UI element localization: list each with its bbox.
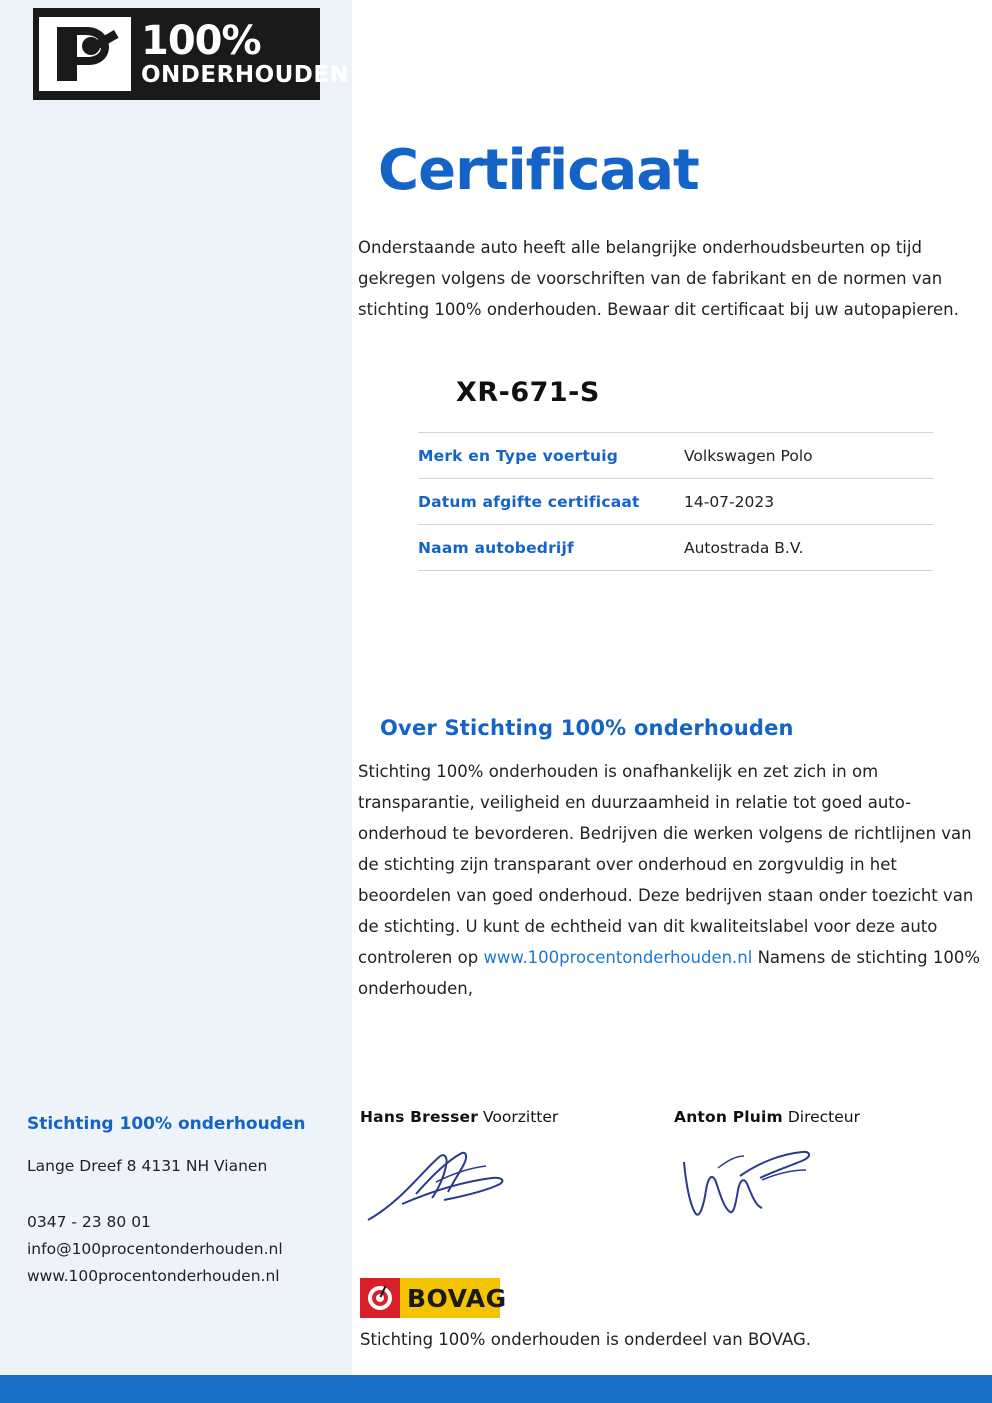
vehicle-info-table: [418, 432, 933, 571]
footer-org-name: Stichting 100% onderhouden: [27, 1114, 306, 1134]
row-value: 14-07-2023: [670, 479, 933, 525]
intro-paragraph: Onderstaande auto heeft alle belangrijke onderhoudsbeurten op tijd gekregen volgens de voorschriften van de fabrikant en de normen van stichting 100% onderhouden. Bewaar dit certificaat bij uw autopapieren.: [358, 238, 959, 319]
logo-percent: 100%: [141, 18, 261, 64]
signature-caption: [674, 1108, 874, 1126]
row-label: Datum afgifte certificaat: [418, 479, 670, 525]
footer-phone: 0347 - 23 80 01: [27, 1213, 151, 1231]
bovag-wordmark: BOVAG: [407, 1283, 507, 1313]
bovag-note: Stichting 100% onderhouden is onderdeel van BOVAG.: [360, 1330, 811, 1349]
bovag-logo: [360, 1278, 507, 1318]
row-label: Naam autobedrijf: [418, 525, 670, 571]
signature-block-chairman: [360, 1108, 560, 1231]
page-title: Certificaat: [378, 138, 699, 203]
signature-image-director: [674, 1132, 874, 1231]
about-section-title: Over Stichting 100% onderhouden: [380, 716, 794, 740]
brand-logo: [33, 8, 350, 100]
table-row: [418, 433, 933, 479]
row-value: Autostrada B.V.: [670, 525, 933, 571]
signature-image-chairman: [360, 1132, 560, 1231]
table-row: [418, 525, 933, 571]
footer-contact: [27, 1209, 283, 1290]
row-value: Volkswagen Polo: [670, 433, 933, 479]
signer-role: Directeur: [787, 1108, 860, 1126]
about-text-after-link: Namens de stichting 100% onderhouden,: [358, 948, 981, 998]
signature-caption: [360, 1108, 560, 1126]
about-text-before-link: Stichting 100% onderhouden is onafhankelijk en zet zich in om transparantie, veiligheid en duurzaamheid in relatie tot goed auto-onderhoud te bevorderen. Bedrijven die werken volgens de richtlijnen van de stichting zijn transparant over onderhoud en zorgvuldig in het beoordelen van goed onderhoud. Deze bedrijven staan onder toezicht van de stichting. U kunt de echtheid van dit kwaliteitslabel voor deze auto controleren op: [358, 762, 974, 967]
signature-block-director: [674, 1108, 874, 1231]
footer-website: www.100procentonderhouden.nl: [27, 1267, 280, 1285]
logo-word: ONDERHOUDEN: [141, 62, 350, 88]
row-label: Merk en Type voertuig: [418, 433, 670, 479]
footer-email: info@100procentonderhouden.nl: [27, 1240, 283, 1258]
signer-role: Voorzitter: [483, 1108, 559, 1126]
bovag-target-icon: [360, 1278, 400, 1318]
bottom-accent-bar: [0, 1375, 992, 1403]
signer-name: Hans Bresser: [360, 1108, 479, 1126]
logo-wordmark: [141, 18, 350, 88]
footer-address: Lange Dreef 8 4131 NH Vianen: [27, 1157, 268, 1175]
table-row: [418, 479, 933, 525]
about-paragraph: [358, 756, 990, 1004]
website-link[interactable]: www.100procentonderhouden.nl: [483, 948, 753, 967]
signer-name: Anton Pluim: [674, 1108, 783, 1126]
license-plate: XR-671-S: [456, 377, 600, 408]
wrench-icon: [39, 17, 131, 91]
